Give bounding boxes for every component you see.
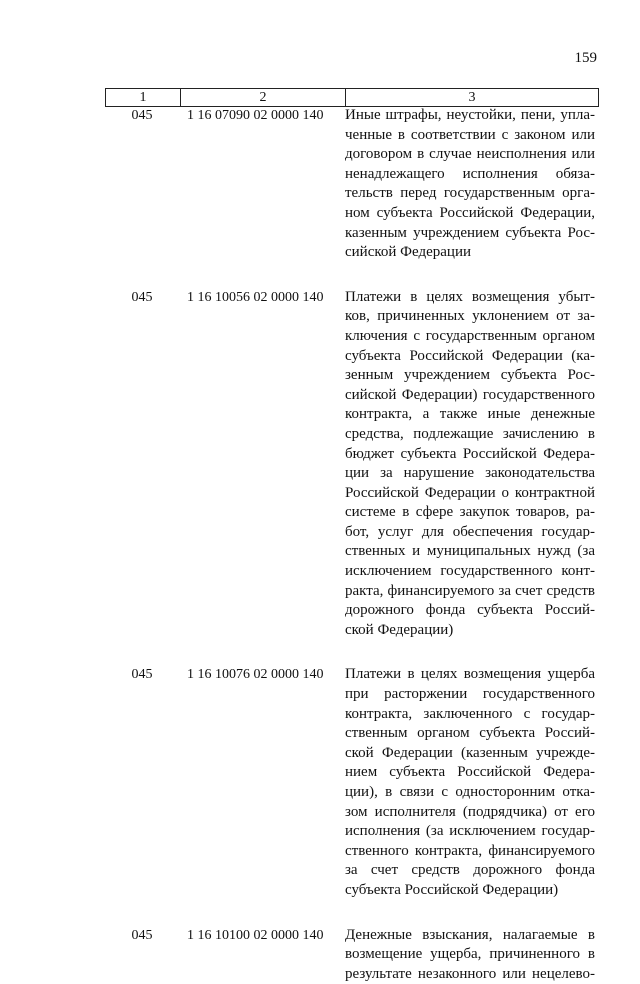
column-header-2: 2 [181,89,346,107]
description-line: нием субъекта Российской Федера- [345,764,595,781]
description-line: контракта, а также иные денежные [345,406,595,423]
description-line: ном субъекта Российской Федерации, [345,204,595,221]
description-line: ской Федерации) [345,621,454,638]
column-header-1: 1 [106,89,181,107]
description-line: бот, услуг для обеспечения государ- [345,523,595,540]
description-line: возмещение ущерба, причиненного в [345,946,595,963]
description-line: контракта, заключенного с государ- [345,705,595,722]
table-header [105,88,599,107]
admin-code: 045 [131,289,153,305]
description-line: договором в случае неисполнения или [345,146,595,163]
description-line: дорожного фонда субъекта Россий- [345,602,595,619]
description-line: зом исполнителя (подрядчика) от его [345,803,595,820]
description-line: ственных и муниципальных нужд (за [345,543,595,560]
description-line: средства, подлежащие зачислению в [345,425,595,442]
description-line: сийской Федерации [345,244,472,261]
description-line: ракта, финансируемого за счет средств [345,582,595,599]
description-line: ции за нарушение законодательства [345,465,595,482]
revenue-description [343,288,599,641]
budget-class-code: 1 16 10100 02 0000 140 [187,927,324,943]
description-line: ции), в связи с односторонним отка- [345,784,595,800]
revenue-description [343,106,599,263]
description-line: бюджет субъекта Российской Федера- [345,445,595,462]
revenue-description [343,665,599,900]
admin-code: 045 [131,108,153,123]
description-line: зенным учреждением субъекта Рос- [345,367,595,384]
description-line: ненадлежащего исполнения обяза- [345,165,595,182]
description-line: субъекта Российской Федерации) [345,881,559,898]
table-row [105,288,599,641]
description-line: ключения с государственным органом [345,327,595,344]
admin-code: 045 [131,667,153,683]
description-line: при расторжении государственного [345,686,595,703]
table-row [105,106,599,263]
description-line: ченные в соответствии с законом или [345,126,595,143]
description-line: тельств перед государственным орга- [345,185,595,202]
table-body [105,106,599,984]
description-line: ков, причиненных уклонением от за- [345,308,595,325]
description-line: исполнения (за исключением государ- [345,823,595,840]
table-row [105,926,599,984]
description-line: Платежи в целях возмещения убыт- [345,288,595,305]
admin-code: 045 [131,927,153,943]
column-header-3: 3 [346,89,599,107]
budget-class-code: 1 16 07090 02 0000 140 [187,108,324,123]
budget-class-code: 1 16 10076 02 0000 140 [187,667,324,683]
table-row [105,665,599,900]
description-line: исключением государственного конт- [345,563,595,580]
budget-class-code: 1 16 10056 02 0000 140 [187,289,324,305]
description-line: за счет средств дорожного фонда [345,862,595,879]
description-line: системе в сфере закупок товаров, ра- [345,504,595,521]
description-line: результате незаконного или нецелево- [345,965,595,982]
description-line: Платежи в целях возмещения ущерба [345,666,595,683]
description-line: ственным органом субъекта Россий- [345,725,595,742]
description-line: ственного контракта, финансируемого [345,842,595,859]
description-line: Иные штрафы, неустойки, пени, упла- [345,107,595,123]
revenue-description [343,926,599,984]
description-line: Российской Федерации о контрактной [345,484,595,501]
description-line: ской Федерации (казенным учрежде- [345,744,595,761]
description-line: Денежные взыскания, налагаемые в [345,926,595,943]
description-line: субъекта Российской Федерации (ка- [345,347,595,364]
description-line: казенным учреждением субъекта Рос- [345,224,595,241]
description-line: сийской Федерации) государственного [345,386,595,403]
page-number: 159 [574,50,597,66]
